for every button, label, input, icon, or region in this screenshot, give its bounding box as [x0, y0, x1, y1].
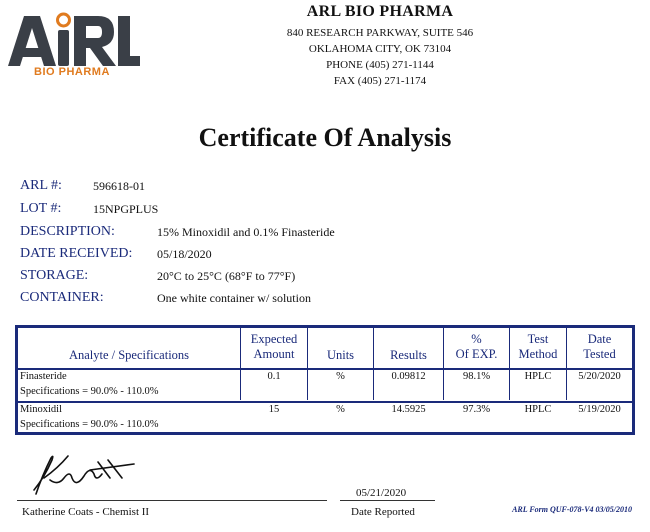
form-code: ARL Form QUF-078-V4 03/05/2010	[512, 505, 632, 514]
row1-units: %	[336, 371, 345, 382]
description-label: DESCRIPTION:	[20, 224, 115, 239]
signature-line	[17, 500, 327, 501]
company-name: ARL BIO PHARMA	[306, 3, 454, 20]
lot-label: LOT #:	[20, 201, 62, 216]
row1-analyte: Finasteride	[20, 371, 67, 382]
date-reported-label: Date Reported	[351, 506, 415, 518]
row2-method: HPLC	[524, 404, 552, 415]
header-date-tested: Date Tested	[583, 332, 616, 361]
header-expected: Expected Amount	[250, 332, 298, 361]
fax-number: FAX (405) 271-1174	[333, 75, 427, 87]
row2-result: 14.5925	[391, 404, 426, 415]
row1-spec: Specifications = 90.0% - 110.0%	[20, 386, 159, 397]
analysis-table	[15, 325, 635, 435]
description-value: 15% Minoxidil and 0.1% Finasteride	[157, 225, 335, 239]
row2-percent: 97.3%	[462, 404, 491, 415]
page-title: Certificate Of Analysis	[198, 123, 452, 152]
date-received-label: DATE RECEIVED:	[20, 246, 133, 261]
arl-value: 596618-01	[93, 179, 145, 193]
header-test-method: Test Method	[518, 332, 558, 361]
arl-label: ARL #:	[20, 178, 62, 193]
row2-units: %	[336, 404, 345, 415]
header-percent-exp: % Of EXP.	[455, 332, 498, 361]
logo-subtitle: BIO PHARMA	[34, 66, 110, 78]
address-line-1: 840 RESEARCH PARKWAY, SUITE 546	[286, 27, 474, 39]
report-date: 05/21/2020	[356, 487, 407, 499]
row1-percent: 98.1%	[462, 371, 491, 382]
header-results: Results	[390, 348, 427, 362]
row2-expected: 15	[268, 404, 280, 415]
address-line-2: OKLAHOMA CITY, OK 73104	[308, 43, 452, 55]
lot-value: 15NPGPLUS	[93, 202, 159, 216]
row2-date: 5/19/2020	[578, 404, 621, 415]
row2-spec: Specifications = 90.0% - 110.0%	[20, 419, 159, 430]
storage-label: STORAGE:	[20, 268, 89, 283]
date-received-value: 05/18/2020	[157, 247, 212, 261]
header-units: Units	[326, 348, 355, 362]
container-label: CONTAINER:	[20, 290, 104, 305]
signature	[24, 448, 154, 500]
row1-date: 5/20/2020	[578, 371, 621, 382]
phone-number: PHONE (405) 271-1144	[326, 59, 434, 71]
signer-name: Katherine Coats - Chemist II	[22, 506, 150, 518]
container-value: One white container w/ solution	[157, 291, 311, 305]
row1-method: HPLC	[524, 371, 552, 382]
row1-expected: 0.1	[267, 371, 281, 382]
row2-analyte: Minoxidil	[20, 404, 63, 415]
header-analyte: Analyte / Specifications	[68, 348, 190, 362]
date-line	[340, 500, 435, 501]
storage-value: 20°C to 25°C (68°F to 77°F)	[157, 269, 296, 283]
row1-result: 0.09812	[391, 371, 426, 382]
